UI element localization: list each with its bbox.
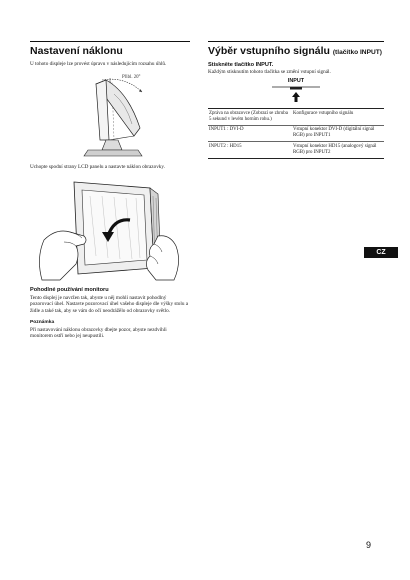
note-text: Při nastavování náklonu obrazovky dbejte pozor, abyste nezdvihli monitorem ostří nebo jej neupustili. [30, 327, 167, 340]
input-signal-table [208, 108, 384, 159]
page-number: 9 [366, 540, 372, 550]
tilt-instruction-text: Uchopte spodní strany LCD panelu a nastavte náklon obrazovky. [30, 164, 165, 171]
input-button-label: INPUT [287, 78, 305, 85]
tilt-intro-text: U tohoto displeje lze provést úpravu v následujícím rozsahu úhlů. [30, 61, 167, 67]
input-section-title [208, 45, 384, 59]
section-rule [30, 41, 190, 42]
note-heading: Poznámka [30, 320, 55, 326]
tilt-angle-label: Přibl. 20° [122, 75, 141, 81]
press-input-subheading: Stiskněte tlačítko INPUT. [208, 62, 274, 68]
table-row [208, 142, 384, 159]
left-column [30, 41, 190, 340]
comfort-heading: Pohodlné používání monitoru [30, 286, 109, 293]
table-cell-message: INPUT2 : HD15 [209, 143, 242, 149]
table-cell-config: Vstupní konektor HD15 (analogový signál RGB) pro INPUT2 [293, 143, 377, 155]
input-intro-text: Každým stisknutím tohoto tlačítka se změní vstupní signál. [208, 69, 331, 75]
input-section-title-main: Výběr vstupního signálu [208, 45, 330, 57]
right-column [208, 41, 384, 159]
section-rule [208, 41, 384, 42]
comfort-text: Tento displej je navržen tak, abyste u něj mohli nastavit pohodlný pozorovací úhel. Nastavte pozorovací úhel vašeho displeje dle výšky stolu a židle a také tak, aby se vám do očí neodrážělo od obrazovky světlo. [30, 294, 189, 314]
table-cell-message: Zpráva na obrazovce (Zobrazí se zhruba 5 sekund v levém horním rohu.) [209, 110, 288, 122]
language-tab: CZ [364, 247, 398, 258]
tilt-section-title: Nastavení náklonu [30, 45, 123, 57]
input-button-icon [208, 85, 384, 105]
input-button-illustration [208, 78, 384, 104]
table-row [208, 125, 384, 142]
table-cell-config: Konfigurace vstupního signálu [293, 110, 354, 116]
table-cell-config: Vstupní konektor DVI-D (digitální signál RGB) pro INPUT1 [293, 127, 375, 139]
hands-adjusting-illustration [30, 176, 190, 281]
input-section-title-suffix: (tlačítko INPUT) [332, 49, 382, 56]
table-row [208, 109, 384, 126]
tilt-angle-illustration [30, 70, 190, 160]
table-cell-message: INPUT1 : DVI-D [209, 127, 244, 133]
